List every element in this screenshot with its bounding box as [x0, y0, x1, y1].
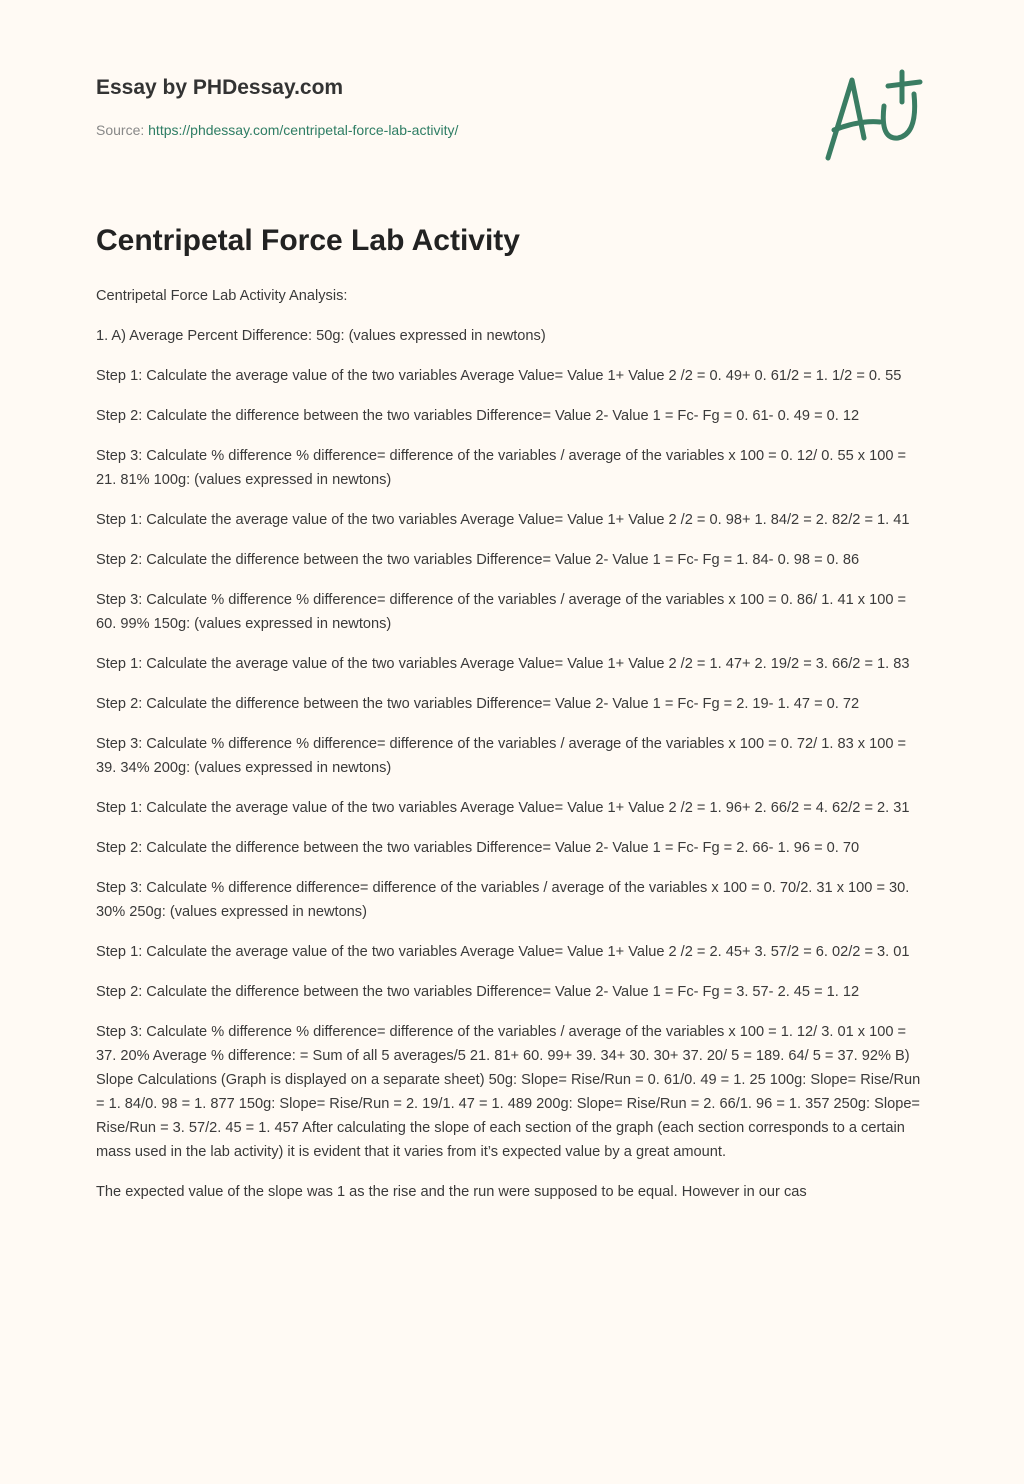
- paragraph: Step 2: Calculate the difference between the two variables Difference= Value 2- Value 1 = Fc- Fg = 2. 66- 1. 96 = 0. 70: [96, 840, 860, 856]
- paragraph: Step 2: Calculate the difference between the two variables Difference= Value 2- Value 1 = Fc- Fg = 0. 61- 0. 49 = 0. 12: [96, 408, 860, 424]
- paragraph: Step 1: Calculate the average value of the two variables Average Value= Value 1+ Value 2 /2 = 0. 49+ 0. 61/2 = 1. 1/2 = 0. 55: [96, 368, 902, 384]
- paragraph: Step 3: Calculate % difference % difference= difference of the variables / average of the variables x 100 = 0. 12/ 0. 55 x 100 = 21. 81% 100g: (values expressed in newtons): [96, 448, 907, 488]
- source-line: [96, 122, 458, 138]
- page-title: Centripetal Force Lab Activity: [96, 224, 520, 257]
- header: [96, 76, 458, 138]
- source-link[interactable]: https://phdessay.com/centripetal-force-lab-activity/: [148, 122, 459, 138]
- paragraph: Step 3: Calculate % difference % difference= difference of the variables / average of the variables x 100 = 0. 86/ 1. 41 x 100 = 60. 99% 150g: (values expressed in newtons): [96, 592, 907, 632]
- paragraph: Step 3: Calculate % difference % difference= difference of the variables / average of the variables x 100 = 0. 72/ 1. 83 x 100 = 39. 34% 200g: (values expressed in newtons): [96, 736, 907, 776]
- paragraph: Centripetal Force Lab Activity Analysis:: [96, 288, 348, 304]
- source-label: Source:: [96, 122, 145, 138]
- paragraph: Step 2: Calculate the difference between the two variables Difference= Value 2- Value 1 = Fc- Fg = 2. 19- 1. 47 = 0. 72: [96, 696, 860, 712]
- paragraph: Step 1: Calculate the average value of the two variables Average Value= Value 1+ Value 2 /2 = 1. 47+ 2. 19/2 = 3. 66/2 = 1. 83: [96, 656, 910, 672]
- a-plus-logo: [820, 68, 930, 164]
- paragraph: Step 1: Calculate the average value of the two variables Average Value= Value 1+ Value 2 /2 = 0. 98+ 1. 84/2 = 2. 82/2 = 1. 41: [96, 512, 910, 528]
- paragraph: Step 2: Calculate the difference between the two variables Difference= Value 2- Value 1 = Fc- Fg = 3. 57- 2. 45 = 1. 12: [96, 984, 860, 1000]
- paragraph: Step 1: Calculate the average value of the two variables Average Value= Value 1+ Value 2 /2 = 1. 96+ 2. 66/2 = 4. 62/2 = 2. 31: [96, 800, 910, 816]
- paragraph: Step 1: Calculate the average value of the two variables Average Value= Value 1+ Value 2 /2 = 2. 45+ 3. 57/2 = 6. 02/2 = 3. 01: [96, 944, 910, 960]
- paragraph: Step 3: Calculate % difference difference= difference of the variables / average of the variables x 100 = 0. 70/2. 31 x 100 = 30. 30% 250g: (values expressed in newtons): [96, 880, 910, 920]
- site-title: Essay by PHDessay.com: [96, 76, 344, 99]
- essay-body: [96, 284, 930, 1220]
- paragraph: 1. A) Average Percent Difference: 50g: (values expressed in newtons): [96, 328, 546, 344]
- paragraph: Step 3: Calculate % difference % difference= difference of the variables / average of the variables x 100 = 1. 12/ 3. 01 x 100 = 37. 20% Average % difference: = Sum of all 5 averages/5 21. 81+ 60. 99+ 39. 34+ 30. 30+ 37. 20/ 5 = 189. 64/ 5 = 37. 92% B) Slope Calculations (Graph is displayed on a separate sheet) 50g: Slope= Rise/Run = 0. 61/0. 49 = 1. 25 100g: Slope= Rise/Run = 1. 84/0. 98 = 1. 877 150g: Slope= Rise/Run = 2. 19/1. 47 = 1. 489 200g: Slope= Rise/Run = 2. 66/1. 96 = 1. 357 250g: Slope= Rise/Run = 3. 57/2. 45 = 1. 457 After calculating the slope of each section of the graph (each section corresponds to a certain mass used in the lab activity) it is evident that it varies from it’s expected value by a great amount.: [96, 1024, 921, 1160]
- paragraph: Step 2: Calculate the difference between the two variables Difference= Value 2- Value 1 = Fc- Fg = 1. 84- 0. 98 = 0. 86: [96, 552, 860, 568]
- paragraph: The expected value of the slope was 1 as the rise and the run were supposed to be equal. However in our cas: [96, 1184, 807, 1200]
